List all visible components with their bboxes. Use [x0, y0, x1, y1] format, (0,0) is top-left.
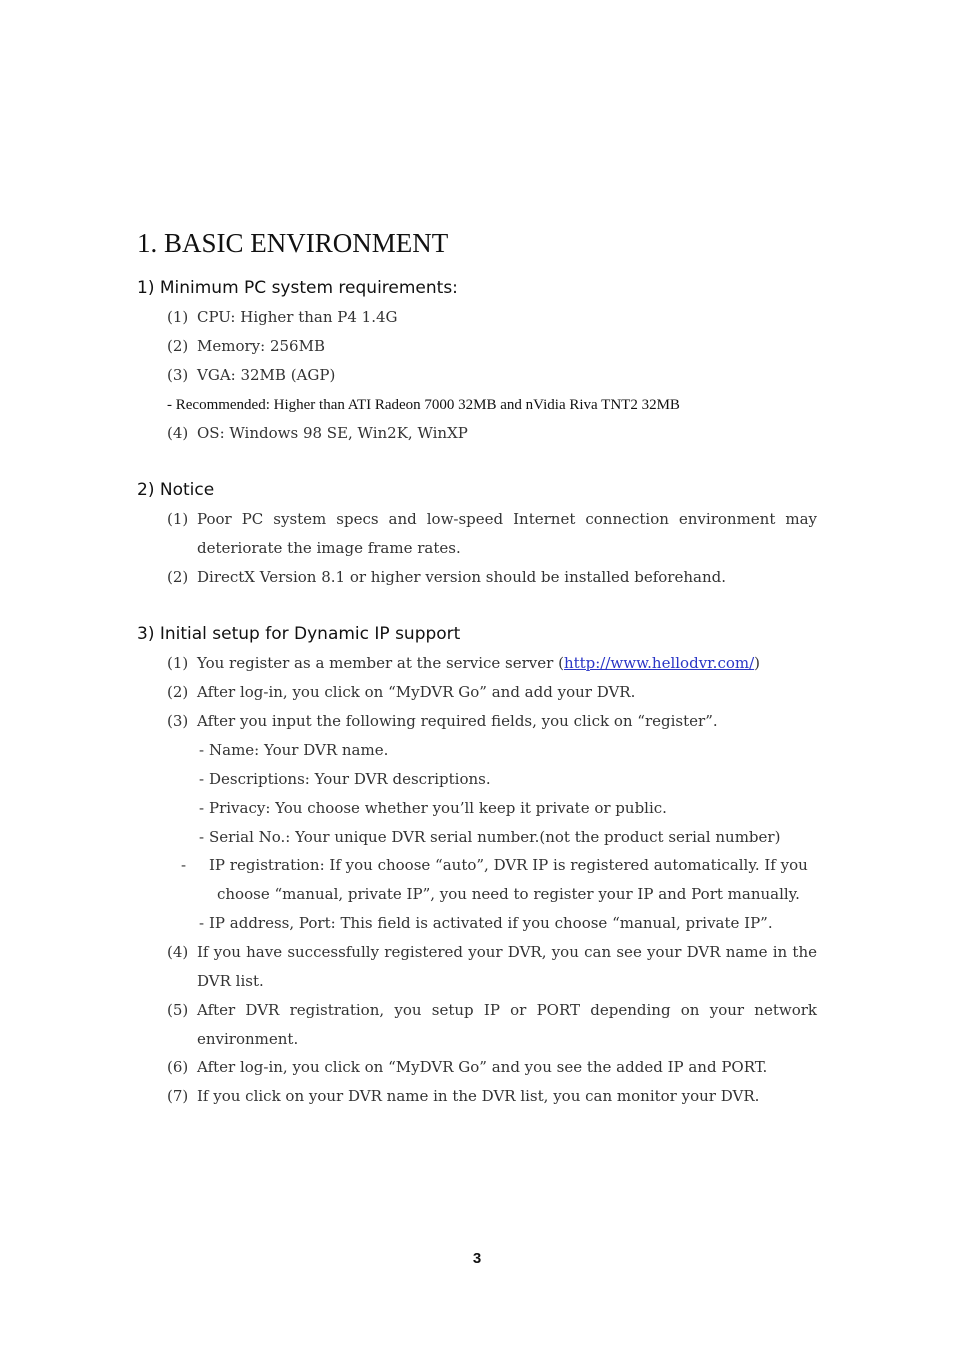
section-heading-notice: 2) Notice — [137, 480, 215, 500]
hellodvr-link[interactable]: http://www.hellodvr.com/ — [563, 654, 755, 672]
section-heading-dynamic-ip: 3) Initial setup for Dynamic IP support — [137, 624, 461, 644]
field-item: - IP registration: If you choose “auto”, DVR IP is registered automatically. If you choose “manual, private IP”, you need to register your IP and Port manually. — [181, 856, 808, 903]
list-item: (6) After log-in, you click on “MyDVR Go” and you see the added IP and PORT. — [167, 1058, 768, 1076]
list-item: (5) After DVR registration, you setup IP or PORT depending on your network environment. — [167, 1001, 817, 1048]
list-item: (1) You register as a member at the service server (http://www.hellodvr.com/) — [167, 654, 761, 672]
page-number: 3 — [472, 1250, 482, 1267]
list-item: (3) After you input the following required fields, you click on “register”. — [167, 712, 718, 730]
field-item: - Serial No.: Your unique DVR serial number.(not the product serial number) — [199, 828, 781, 846]
page-title: 1. BASIC ENVIRONMENT — [137, 228, 449, 258]
list-item: (1) CPU: Higher than P4 1.4G — [167, 308, 398, 326]
list-item: (2) DirectX Version 8.1 or higher version should be installed beforehand. — [167, 568, 726, 586]
list-item: (1) Poor PC system specs and low-speed Internet connection environment may deteriorate the image frame rates. — [167, 510, 817, 557]
field-item: - Name: Your DVR name. — [199, 741, 389, 759]
field-item: - Descriptions: Your DVR descriptions. — [199, 770, 491, 788]
list-item: (7) If you click on your DVR name in the DVR list, you can monitor your DVR. — [167, 1087, 760, 1105]
list-item: (4) OS: Windows 98 SE, Win2K, WinXP — [167, 424, 468, 442]
section-heading-requirements: 1) Minimum PC system requirements: — [137, 278, 458, 298]
list-item: (4) If you have successfully registered your DVR, you can see your DVR name in the DVR list. — [167, 943, 817, 990]
list-item: (3) VGA: 32MB (AGP) — [167, 366, 336, 384]
field-item: - Privacy: You choose whether you’ll keep it private or public. — [199, 799, 667, 817]
list-item: (2) Memory: 256MB — [167, 337, 325, 355]
recommended-note: - Recommended: Higher than ATI Radeon 7000 32MB and nVidia Riva TNT2 32MB — [167, 397, 680, 413]
field-item: - IP address, Port: This field is activated if you choose “manual, private IP”. — [199, 914, 773, 932]
list-item: (2) After log-in, you click on “MyDVR Go” and add your DVR. — [167, 683, 636, 701]
